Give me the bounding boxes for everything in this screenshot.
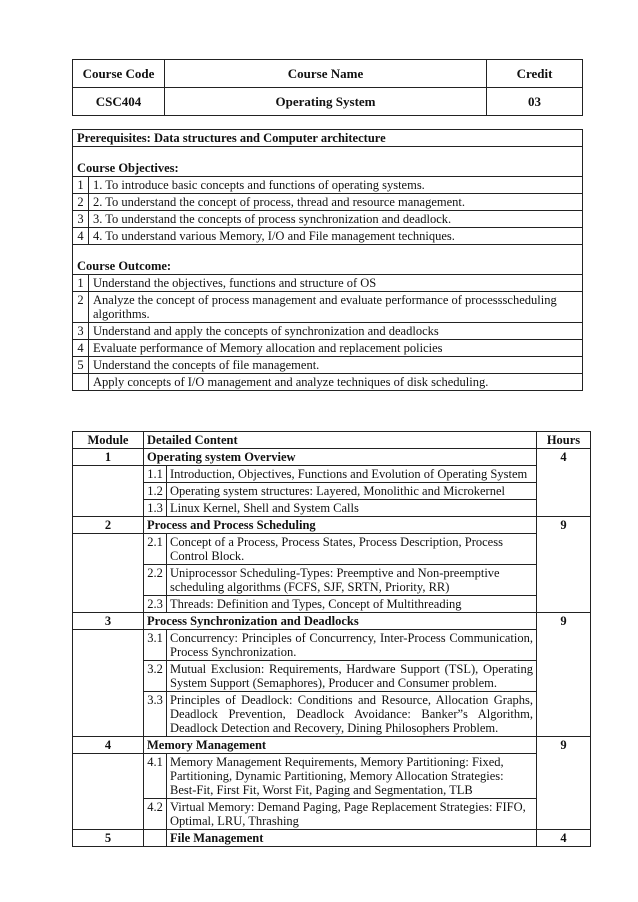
objective-text: 1. To introduce basic concepts and functions of operating systems. — [89, 177, 583, 194]
objective-text: 3. To understand the concepts of process synchronization and deadlock. — [89, 211, 583, 228]
outcome-num — [73, 374, 89, 391]
submodule-text: Uniprocessor Scheduling-Types: Preemptive and Non-preemptive scheduling algorithms (FCFS, SJF, SRTN, Priority, RR) — [167, 565, 537, 596]
submodule-number: 1.2 — [144, 483, 167, 500]
module-row — [73, 737, 591, 754]
submodule-text: Operating system structures: Layered, Monolithic and Microkernel — [167, 483, 537, 500]
module-hours: 4 — [537, 830, 591, 847]
module-row — [73, 830, 591, 847]
outcome-text: Understand the concepts of file management. — [89, 357, 583, 374]
objective-row — [73, 211, 583, 228]
module-row — [73, 517, 591, 534]
submodule-row — [73, 500, 591, 517]
objective-row — [73, 228, 583, 245]
outcome-text: Analyze the concept of process management and evaluate performance of processscheduling algorithms. — [89, 292, 583, 323]
submodule-number: 2.3 — [144, 596, 167, 613]
submodule-row — [73, 483, 591, 500]
submodule-row — [73, 692, 591, 737]
submodule-text: Linux Kernel, Shell and System Calls — [167, 500, 537, 517]
submodule-text: Virtual Memory: Demand Paging, Page Replacement Strategies: FIFO, Optimal, LRU, Thrashing — [167, 799, 537, 830]
submodule-row — [73, 754, 591, 799]
submodule-text: Threads: Definition and Types, Concept of Multithreading — [167, 596, 537, 613]
hours-header: Hours — [537, 432, 591, 449]
submodule-row — [73, 630, 591, 661]
outcome-text: Evaluate performance of Memory allocation and replacement policies — [89, 340, 583, 357]
course-name-value: Operating System — [165, 88, 487, 116]
outcome-row — [73, 275, 583, 292]
outcome-num: 3 — [73, 323, 89, 340]
module-title: Operating system Overview — [144, 449, 537, 466]
outcomes-title: Course Outcome: — [73, 258, 583, 275]
submodule-row — [73, 466, 591, 483]
objective-text: 4. To understand various Memory, I/O and File management techniques. — [89, 228, 583, 245]
outcome-num: 2 — [73, 292, 89, 323]
module-number: 4 — [73, 737, 144, 754]
submodule-row — [73, 565, 591, 596]
submodule-text: Memory Management Requirements, Memory Partitioning: Fixed, Partitioning, Dynamic Partitioning, Memory Allocation Strategies: Best-Fit, First Fit, Worst Fit, Paging and Segmentation, TLB — [167, 754, 537, 799]
module-number: 3 — [73, 613, 144, 630]
submodule-number: 4.1 — [144, 754, 167, 799]
objective-row — [73, 194, 583, 211]
objective-num: 3 — [73, 211, 89, 228]
module-table — [72, 431, 591, 847]
outcome-row — [73, 292, 583, 323]
prerequisites-table — [72, 129, 583, 391]
module-number: 1 — [73, 449, 144, 466]
outcome-num: 1 — [73, 275, 89, 292]
course-info-table — [72, 59, 583, 116]
submodule-number: 3.3 — [144, 692, 167, 737]
module-title: File Management — [167, 830, 537, 847]
module-title: Process and Process Scheduling — [144, 517, 537, 534]
module-header: Module — [73, 432, 144, 449]
submodule-row — [73, 596, 591, 613]
outcome-text: Understand and apply the concepts of synchronization and deadlocks — [89, 323, 583, 340]
outcome-num: 5 — [73, 357, 89, 374]
submodule-number: 1.3 — [144, 500, 167, 517]
module-row — [73, 449, 591, 466]
outcome-row — [73, 323, 583, 340]
submodule-number: 3.2 — [144, 661, 167, 692]
submodule-row — [73, 661, 591, 692]
credit-value: 03 — [487, 88, 583, 116]
module-hours: 4 — [537, 449, 591, 517]
module-hours: 9 — [537, 517, 591, 613]
submodule-text: Concept of a Process, Process States, Process Description, Process Control Block. — [167, 534, 537, 565]
module-hours: 9 — [537, 737, 591, 830]
module-number: 5 — [73, 830, 144, 847]
submodule-number: 3.1 — [144, 630, 167, 661]
module-title: Memory Management — [144, 737, 537, 754]
content-header: Detailed Content — [144, 432, 537, 449]
outcome-text: Understand the objectives, functions and structure of OS — [89, 275, 583, 292]
submodule-number: 4.2 — [144, 799, 167, 830]
submodule-row — [73, 799, 591, 830]
objective-text: 2. To understand the concept of process, thread and resource management. — [89, 194, 583, 211]
objective-num: 1 — [73, 177, 89, 194]
objectives-title: Course Objectives: — [73, 160, 583, 177]
module-number: 2 — [73, 517, 144, 534]
submodule-row — [73, 534, 591, 565]
module-header-row — [73, 432, 591, 449]
outcome-num: 4 — [73, 340, 89, 357]
submodule-number: 2.2 — [144, 565, 167, 596]
outcome-row — [73, 357, 583, 374]
outcome-row — [73, 374, 583, 391]
prerequisites-text: Prerequisites: Data structures and Computer architecture — [73, 130, 583, 147]
submodule-text: Principles of Deadlock: Conditions and Resource, Allocation Graphs, Deadlock Prevention, Deadlock Avoidance: Banker”s Algorithm, Deadlock Detection and Recovery, Dining Philosophers Problem. — [167, 692, 537, 737]
module-title: Process Synchronization and Deadlocks — [144, 613, 537, 630]
submodule-number: 1.1 — [144, 466, 167, 483]
outcome-row — [73, 340, 583, 357]
submodule-number: 2.1 — [144, 534, 167, 565]
credit-header: Credit — [487, 60, 583, 88]
objective-num: 4 — [73, 228, 89, 245]
submodule-text: Concurrency: Principles of Concurrency, Inter-Process Communication, Process Synchronization. — [167, 630, 537, 661]
submodule-text: Introduction, Objectives, Functions and Evolution of Operating System — [167, 466, 537, 483]
course-name-header: Course Name — [165, 60, 487, 88]
course-code-value: CSC404 — [73, 88, 165, 116]
module-row — [73, 613, 591, 630]
outcome-text: Apply concepts of I/O management and analyze techniques of disk scheduling. — [89, 374, 583, 391]
objective-row — [73, 177, 583, 194]
course-code-header: Course Code — [73, 60, 165, 88]
submodule-text: Mutual Exclusion: Requirements, Hardware Support (TSL), Operating System Support (Semaphores), Producer and Consumer problem. — [167, 661, 537, 692]
module-hours: 9 — [537, 613, 591, 737]
objective-num: 2 — [73, 194, 89, 211]
